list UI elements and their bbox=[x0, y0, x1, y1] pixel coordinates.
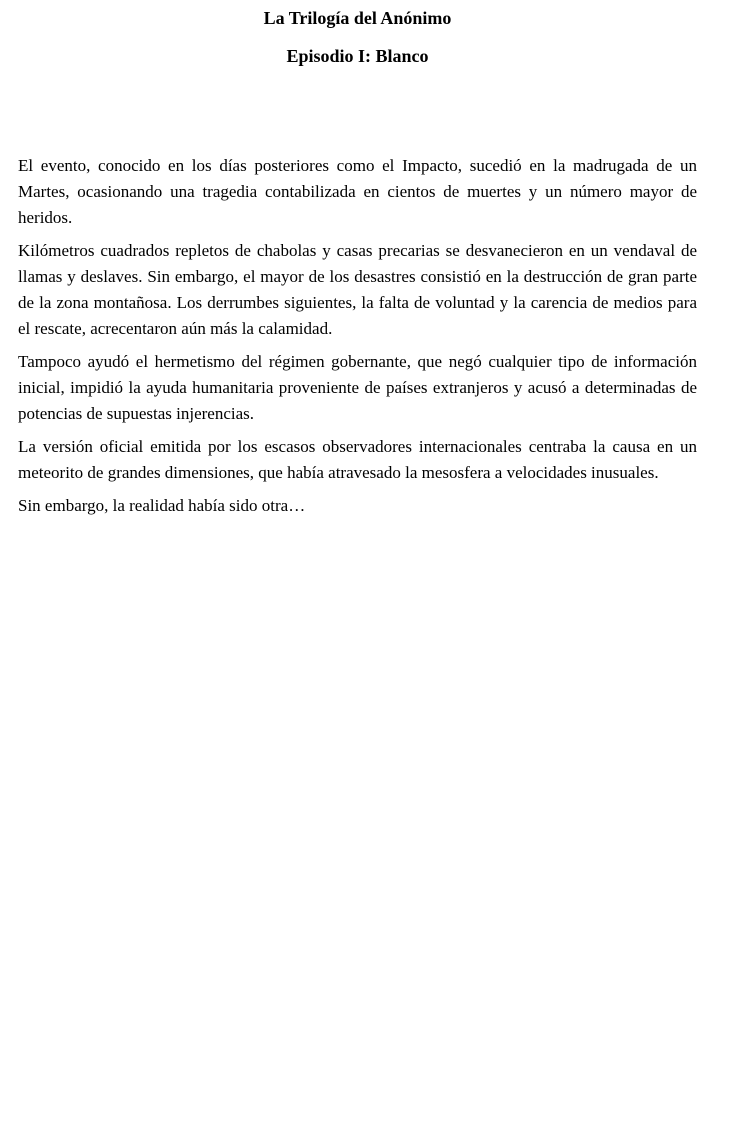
paragraph: El evento, conocido en los días posteriores como el Impacto, sucedió en la madrugada de un Martes, ocasionando una tragedia contabilizada en cientos de muertes y un número mayor de heridos. bbox=[18, 156, 697, 227]
paragraph: Sin embargo, la realidad había sido otra… bbox=[18, 496, 306, 515]
paragraph: La versión oficial emitida por los escasos observadores internacionales centraba la causa en un meteorito de grandes dimensiones, que había atravesado la mesosfera a velocidades inusuales. bbox=[18, 437, 697, 482]
document-subtitle: Episodio I: Blanco bbox=[286, 46, 429, 66]
document-body bbox=[18, 153, 697, 519]
paragraph: Kilómetros cuadrados repletos de chabolas y casas precarias se desvanecieron en un vendaval de llamas y deslaves. Sin embargo, el mayor de los desastres consistió en la destrucción de gran parte de la zona montañosa. Los derrumbes siguientes, la falta de voluntad y la carencia de medios para el rescate, acrecentaron aún más la calamidad. bbox=[18, 241, 697, 338]
paragraph: Tampoco ayudó el hermetismo del régimen gobernante, que negó cualquier tipo de información inicial, impidió la ayuda humanitaria proveniente de países extranjeros y acusó a determinadas de potencias de supuestas injerencias. bbox=[18, 352, 697, 423]
document-title: La Trilogía del Anónimo bbox=[263, 8, 452, 28]
